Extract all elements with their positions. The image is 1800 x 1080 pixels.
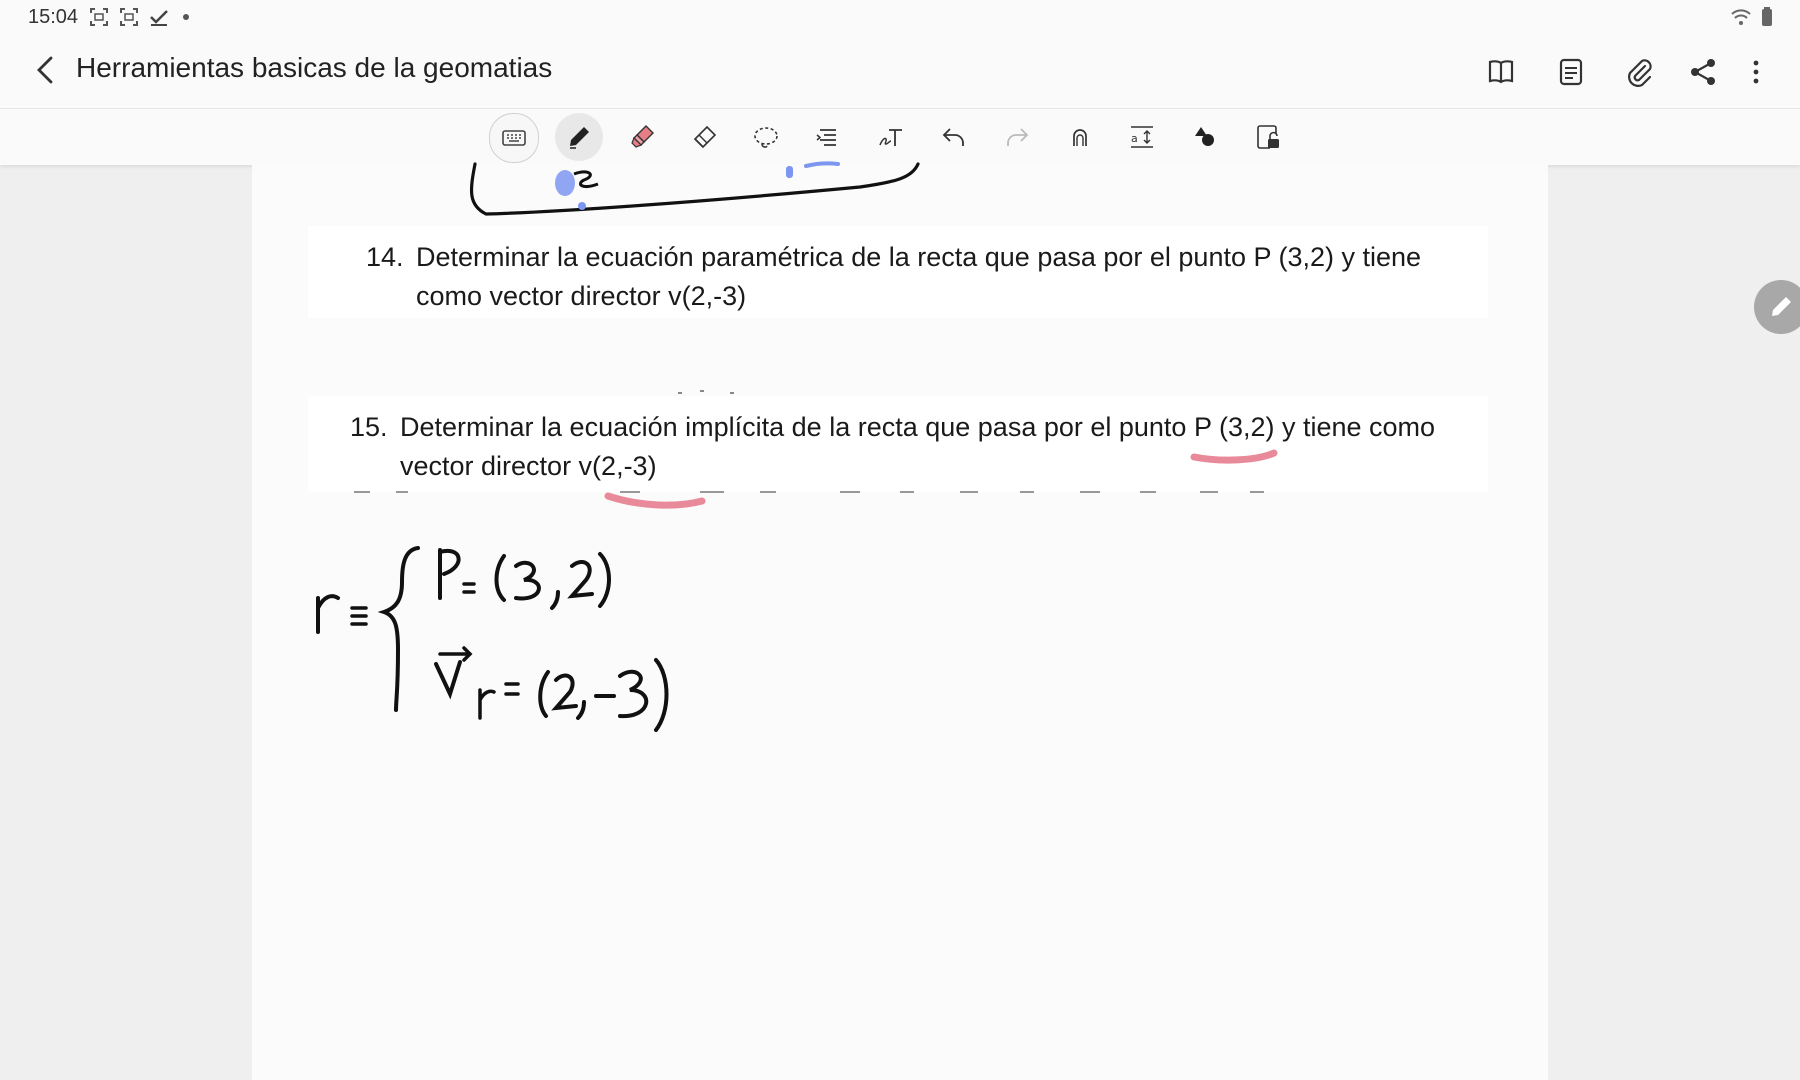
book-view-icon[interactable] <box>1481 52 1521 92</box>
redo-icon <box>1003 123 1031 151</box>
status-bar <box>0 0 1800 34</box>
wifi-icon <box>1730 6 1752 28</box>
question-text: Determinar la ecuación paramétrica de la recta que pasa por el punto P (3,2) y tiene como vector director v(2,-3) <box>416 242 1422 311</box>
eraser-icon <box>690 123 718 151</box>
share-icon[interactable] <box>1683 52 1723 92</box>
screenshot-icon <box>118 6 140 28</box>
handwriting-to-text-icon <box>877 123 905 151</box>
back-arrow-icon[interactable] <box>26 50 66 90</box>
keyboard-tool[interactable] <box>489 113 539 163</box>
status-time: 15:04 <box>28 6 79 28</box>
attachment-icon[interactable] <box>1618 52 1658 92</box>
text-size-tool[interactable] <box>1118 113 1166 161</box>
note-page[interactable] <box>252 164 1548 1080</box>
pen-icon <box>565 123 593 151</box>
read-only-lock-tool[interactable] <box>1244 113 1292 161</box>
redo-button[interactable] <box>993 113 1041 161</box>
keyboard-icon <box>500 124 528 152</box>
question-text: Determinar la ecuación implícita de la recta que pasa por el punto P (3,2) y tiene como vector director v(2,-3) <box>400 412 1436 481</box>
lasso-tool[interactable] <box>742 113 790 161</box>
eraser-tool[interactable] <box>680 113 728 161</box>
battery-icon <box>1756 6 1778 28</box>
more-options-icon[interactable] <box>1736 52 1776 92</box>
shape-icon <box>1066 123 1094 151</box>
lasso-select-icon <box>752 123 780 151</box>
fill-shapes-tool[interactable] <box>1181 113 1229 161</box>
question-number: 14. <box>366 242 404 272</box>
undo-icon <box>940 123 968 151</box>
svg-text:a: a <box>1131 132 1138 145</box>
handwriting-to-text-tool[interactable] <box>867 113 915 161</box>
question-14 <box>308 226 1488 318</box>
text-align-icon <box>814 123 842 151</box>
edit-pen-icon <box>1768 294 1794 320</box>
page-list-icon[interactable] <box>1551 52 1591 92</box>
highlighter-tool[interactable] <box>618 113 666 161</box>
app-bar <box>0 34 1800 108</box>
dot-icon <box>178 6 200 28</box>
text-align-tool[interactable] <box>804 113 852 161</box>
highlighter-icon <box>628 123 656 151</box>
read-only-lock-icon <box>1254 123 1282 151</box>
question-number: 15. <box>350 412 388 442</box>
text-size-icon <box>1128 123 1156 151</box>
note-title: Herramientas basicas de la geomatias <box>76 52 553 83</box>
floating-edit-button[interactable] <box>1754 280 1800 334</box>
shape-tool[interactable] <box>1056 113 1104 161</box>
undo-button[interactable] <box>930 113 978 161</box>
checkmark-icon <box>148 6 170 28</box>
screenshot-icon <box>88 6 110 28</box>
question-15 <box>308 396 1488 492</box>
pen-toolbar <box>0 108 1800 165</box>
pen-tool[interactable] <box>555 113 603 161</box>
fill-shapes-icon <box>1191 123 1219 151</box>
